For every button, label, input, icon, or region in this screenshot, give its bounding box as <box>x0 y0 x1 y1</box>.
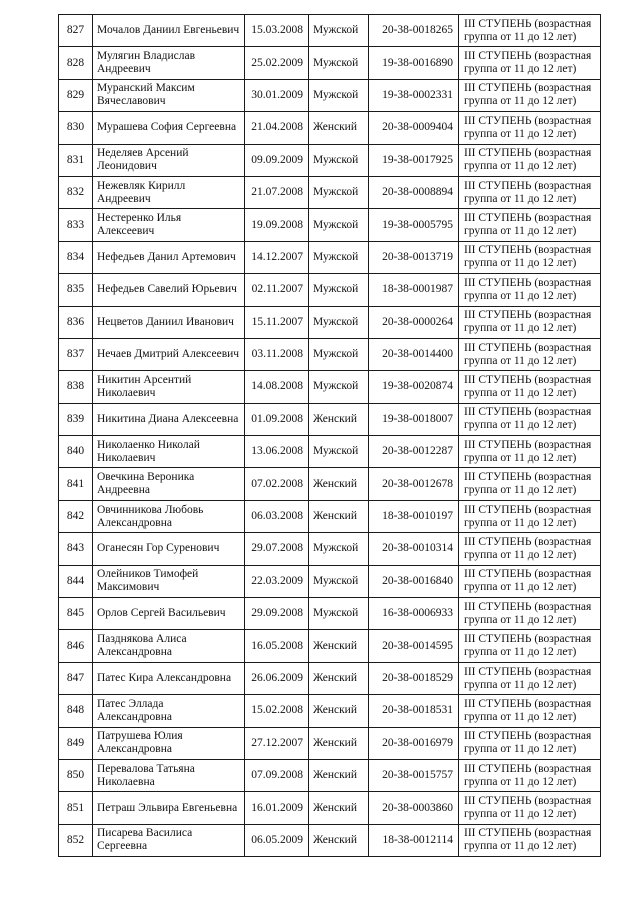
level-cell: III СТУПЕНЬ (возрастная группа от 11 до 12 лет) <box>459 241 601 273</box>
uin-cell: 20-38-0014400 <box>369 338 459 370</box>
row-number-cell: 844 <box>59 565 93 597</box>
table-row <box>59 338 601 370</box>
uin-cell: 20-38-0014595 <box>369 630 459 662</box>
row-number-cell: 827 <box>59 15 93 47</box>
level-cell: III СТУПЕНЬ (возрастная группа от 11 до 12 лет) <box>459 306 601 338</box>
birth-date-cell: 14.08.2008 <box>245 371 309 403</box>
table-row <box>59 47 601 79</box>
full-name-cell: Неделяев Арсений Леонидович <box>93 144 245 176</box>
gender-cell: Женский <box>309 500 369 532</box>
row-number-cell: 848 <box>59 695 93 727</box>
table-row <box>59 79 601 111</box>
table-row <box>59 759 601 791</box>
birth-date-cell: 02.11.2007 <box>245 274 309 306</box>
row-number-cell: 838 <box>59 371 93 403</box>
row-number-cell: 841 <box>59 468 93 500</box>
gender-cell: Мужской <box>309 241 369 273</box>
uin-cell: 20-38-0015757 <box>369 759 459 791</box>
level-cell: III СТУПЕНЬ (возрастная группа от 11 до 12 лет) <box>459 79 601 111</box>
table-row <box>59 533 601 565</box>
gender-cell: Мужской <box>309 47 369 79</box>
full-name-cell: Мурашева София Сергеевна <box>93 112 245 144</box>
level-cell: III СТУПЕНЬ (возрастная группа от 11 до 12 лет) <box>459 598 601 630</box>
birth-date-cell: 06.05.2009 <box>245 824 309 856</box>
level-cell: III СТУПЕНЬ (возрастная группа от 11 до 12 лет) <box>459 468 601 500</box>
table-row <box>59 792 601 824</box>
gender-cell: Мужской <box>309 144 369 176</box>
table-row <box>59 630 601 662</box>
gender-cell: Мужской <box>309 209 369 241</box>
birth-date-cell: 15.11.2007 <box>245 306 309 338</box>
gender-cell: Женский <box>309 824 369 856</box>
birth-date-cell: 13.06.2008 <box>245 436 309 468</box>
row-number-cell: 839 <box>59 403 93 435</box>
row-number-cell: 850 <box>59 759 93 791</box>
birth-date-cell: 15.03.2008 <box>245 15 309 47</box>
full-name-cell: Пазднякова Алиса Александровна <box>93 630 245 662</box>
uin-cell: 19-38-0018007 <box>369 403 459 435</box>
row-number-cell: 845 <box>59 598 93 630</box>
full-name-cell: Мочалов Даниил Евгеньевич <box>93 15 245 47</box>
birth-date-cell: 06.03.2008 <box>245 500 309 532</box>
birth-date-cell: 25.02.2009 <box>245 47 309 79</box>
table-row <box>59 371 601 403</box>
row-number-cell: 832 <box>59 176 93 208</box>
uin-cell: 19-38-0002331 <box>369 79 459 111</box>
table-row <box>59 306 601 338</box>
level-cell: III СТУПЕНЬ (возрастная группа от 11 до 12 лет) <box>459 695 601 727</box>
uin-cell: 18-38-0010197 <box>369 500 459 532</box>
full-name-cell: Петраш Эльвира Евгеньевна <box>93 792 245 824</box>
full-name-cell: Писарева Василиса Сергеевна <box>93 824 245 856</box>
row-number-cell: 831 <box>59 144 93 176</box>
row-number-cell: 833 <box>59 209 93 241</box>
level-cell: III СТУПЕНЬ (возрастная группа от 11 до 12 лет) <box>459 144 601 176</box>
row-number-cell: 852 <box>59 824 93 856</box>
birth-date-cell: 14.12.2007 <box>245 241 309 273</box>
gender-cell: Женский <box>309 112 369 144</box>
row-number-cell: 846 <box>59 630 93 662</box>
birth-date-cell: 15.02.2008 <box>245 695 309 727</box>
gender-cell: Мужской <box>309 274 369 306</box>
gender-cell: Мужской <box>309 15 369 47</box>
birth-date-cell: 07.09.2008 <box>245 759 309 791</box>
birth-date-cell: 29.07.2008 <box>245 533 309 565</box>
full-name-cell: Нефедьев Данил Артемович <box>93 241 245 273</box>
full-name-cell: Николаенко Николай Николаевич <box>93 436 245 468</box>
participants-table <box>58 14 601 857</box>
row-number-cell: 843 <box>59 533 93 565</box>
full-name-cell: Нечаев Дмитрий Алексеевич <box>93 338 245 370</box>
full-name-cell: Никитин Арсентий Николаевич <box>93 371 245 403</box>
uin-cell: 20-38-0009404 <box>369 112 459 144</box>
level-cell: III СТУПЕНЬ (возрастная группа от 11 до 12 лет) <box>459 371 601 403</box>
gender-cell: Мужской <box>309 176 369 208</box>
table-row <box>59 209 601 241</box>
gender-cell: Мужской <box>309 436 369 468</box>
table-row <box>59 727 601 759</box>
row-number-cell: 828 <box>59 47 93 79</box>
row-number-cell: 836 <box>59 306 93 338</box>
gender-cell: Мужской <box>309 79 369 111</box>
uin-cell: 20-38-0003860 <box>369 792 459 824</box>
table-row <box>59 824 601 856</box>
birth-date-cell: 27.12.2007 <box>245 727 309 759</box>
full-name-cell: Перевалова Татьяна Николаевна <box>93 759 245 791</box>
full-name-cell: Никитина Диана Алексеевна <box>93 403 245 435</box>
gender-cell: Мужской <box>309 338 369 370</box>
table-row <box>59 695 601 727</box>
full-name-cell: Нестеренко Илья Алексеевич <box>93 209 245 241</box>
level-cell: III СТУПЕНЬ (возрастная группа от 11 до 12 лет) <box>459 47 601 79</box>
uin-cell: 20-38-0010314 <box>369 533 459 565</box>
gender-cell: Мужской <box>309 598 369 630</box>
level-cell: III СТУПЕНЬ (возрастная группа от 11 до 12 лет) <box>459 112 601 144</box>
table-row <box>59 15 601 47</box>
birth-date-cell: 01.09.2008 <box>245 403 309 435</box>
birth-date-cell: 22.03.2009 <box>245 565 309 597</box>
level-cell: III СТУПЕНЬ (возрастная группа от 11 до 12 лет) <box>459 824 601 856</box>
full-name-cell: Оганесян Гор Суренович <box>93 533 245 565</box>
uin-cell: 16-38-0006933 <box>369 598 459 630</box>
full-name-cell: Мулягин Владислав Андреевич <box>93 47 245 79</box>
table-row <box>59 662 601 694</box>
uin-cell: 20-38-0016979 <box>369 727 459 759</box>
birth-date-cell: 03.11.2008 <box>245 338 309 370</box>
level-cell: III СТУПЕНЬ (возрастная группа от 11 до 12 лет) <box>459 209 601 241</box>
uin-cell: 20-38-0013719 <box>369 241 459 273</box>
gender-cell: Женский <box>309 695 369 727</box>
uin-cell: 20-38-0012678 <box>369 468 459 500</box>
level-cell: III СТУПЕНЬ (возрастная группа от 11 до 12 лет) <box>459 15 601 47</box>
level-cell: III СТУПЕНЬ (возрастная группа от 11 до 12 лет) <box>459 176 601 208</box>
birth-date-cell: 16.01.2009 <box>245 792 309 824</box>
birth-date-cell: 16.05.2008 <box>245 630 309 662</box>
table-row <box>59 468 601 500</box>
row-number-cell: 849 <box>59 727 93 759</box>
gender-cell: Женский <box>309 662 369 694</box>
row-number-cell: 851 <box>59 792 93 824</box>
gender-cell: Женский <box>309 403 369 435</box>
table-row <box>59 500 601 532</box>
row-number-cell: 840 <box>59 436 93 468</box>
table-row <box>59 144 601 176</box>
uin-cell: 20-38-0012287 <box>369 436 459 468</box>
uin-cell: 20-38-0000264 <box>369 306 459 338</box>
level-cell: III СТУПЕНЬ (возрастная группа от 11 до 12 лет) <box>459 436 601 468</box>
level-cell: III СТУПЕНЬ (возрастная группа от 11 до 12 лет) <box>459 338 601 370</box>
gender-cell: Женский <box>309 630 369 662</box>
full-name-cell: Нежевляк Кирилл Андреевич <box>93 176 245 208</box>
table-row <box>59 274 601 306</box>
row-number-cell: 830 <box>59 112 93 144</box>
gender-cell: Мужской <box>309 533 369 565</box>
uin-cell: 20-38-0018265 <box>369 15 459 47</box>
uin-cell: 19-38-0005795 <box>369 209 459 241</box>
level-cell: III СТУПЕНЬ (возрастная группа от 11 до 12 лет) <box>459 759 601 791</box>
birth-date-cell: 21.04.2008 <box>245 112 309 144</box>
gender-cell: Мужской <box>309 371 369 403</box>
gender-cell: Мужской <box>309 565 369 597</box>
row-number-cell: 829 <box>59 79 93 111</box>
participants-table-body <box>59 15 601 857</box>
gender-cell: Женский <box>309 759 369 791</box>
uin-cell: 19-38-0017925 <box>369 144 459 176</box>
birth-date-cell: 21.07.2008 <box>245 176 309 208</box>
birth-date-cell: 07.02.2008 <box>245 468 309 500</box>
birth-date-cell: 30.01.2009 <box>245 79 309 111</box>
table-row <box>59 112 601 144</box>
full-name-cell: Орлов Сергей Васильевич <box>93 598 245 630</box>
uin-cell: 18-38-0001987 <box>369 274 459 306</box>
birth-date-cell: 29.09.2008 <box>245 598 309 630</box>
level-cell: III СТУПЕНЬ (возрастная группа от 11 до 12 лет) <box>459 630 601 662</box>
uin-cell: 20-38-0018531 <box>369 695 459 727</box>
birth-date-cell: 19.09.2008 <box>245 209 309 241</box>
table-row <box>59 598 601 630</box>
row-number-cell: 835 <box>59 274 93 306</box>
full-name-cell: Патрушева Юлия Александровна <box>93 727 245 759</box>
row-number-cell: 834 <box>59 241 93 273</box>
full-name-cell: Нефедьев Савелий Юрьевич <box>93 274 245 306</box>
level-cell: III СТУПЕНЬ (возрастная группа от 11 до 12 лет) <box>459 662 601 694</box>
table-row <box>59 436 601 468</box>
gender-cell: Женский <box>309 468 369 500</box>
level-cell: III СТУПЕНЬ (возрастная группа от 11 до 12 лет) <box>459 565 601 597</box>
table-row <box>59 565 601 597</box>
uin-cell: 19-38-0020874 <box>369 371 459 403</box>
level-cell: III СТУПЕНЬ (возрастная группа от 11 до 12 лет) <box>459 274 601 306</box>
gender-cell: Мужской <box>309 306 369 338</box>
level-cell: III СТУПЕНЬ (возрастная группа от 11 до 12 лет) <box>459 533 601 565</box>
table-row <box>59 403 601 435</box>
level-cell: III СТУПЕНЬ (возрастная группа от 11 до 12 лет) <box>459 727 601 759</box>
full-name-cell: Нецветов Даниил Иванович <box>93 306 245 338</box>
level-cell: III СТУПЕНЬ (возрастная группа от 11 до 12 лет) <box>459 403 601 435</box>
full-name-cell: Олейников Тимофей Максимович <box>93 565 245 597</box>
row-number-cell: 837 <box>59 338 93 370</box>
uin-cell: 19-38-0016890 <box>369 47 459 79</box>
table-row <box>59 176 601 208</box>
birth-date-cell: 26.06.2009 <box>245 662 309 694</box>
gender-cell: Женский <box>309 727 369 759</box>
level-cell: III СТУПЕНЬ (возрастная группа от 11 до 12 лет) <box>459 500 601 532</box>
row-number-cell: 842 <box>59 500 93 532</box>
full-name-cell: Овчинникова Любовь Александровна <box>93 500 245 532</box>
full-name-cell: Патес Эллада Александровна <box>93 695 245 727</box>
full-name-cell: Муранский Максим Вячеславович <box>93 79 245 111</box>
uin-cell: 20-38-0018529 <box>369 662 459 694</box>
full-name-cell: Овечкина Вероника Андреевна <box>93 468 245 500</box>
birth-date-cell: 09.09.2009 <box>245 144 309 176</box>
level-cell: III СТУПЕНЬ (возрастная группа от 11 до 12 лет) <box>459 792 601 824</box>
uin-cell: 20-38-0008894 <box>369 176 459 208</box>
row-number-cell: 847 <box>59 662 93 694</box>
gender-cell: Женский <box>309 792 369 824</box>
table-row <box>59 241 601 273</box>
uin-cell: 20-38-0016840 <box>369 565 459 597</box>
uin-cell: 18-38-0012114 <box>369 824 459 856</box>
full-name-cell: Патес Кира Александровна <box>93 662 245 694</box>
